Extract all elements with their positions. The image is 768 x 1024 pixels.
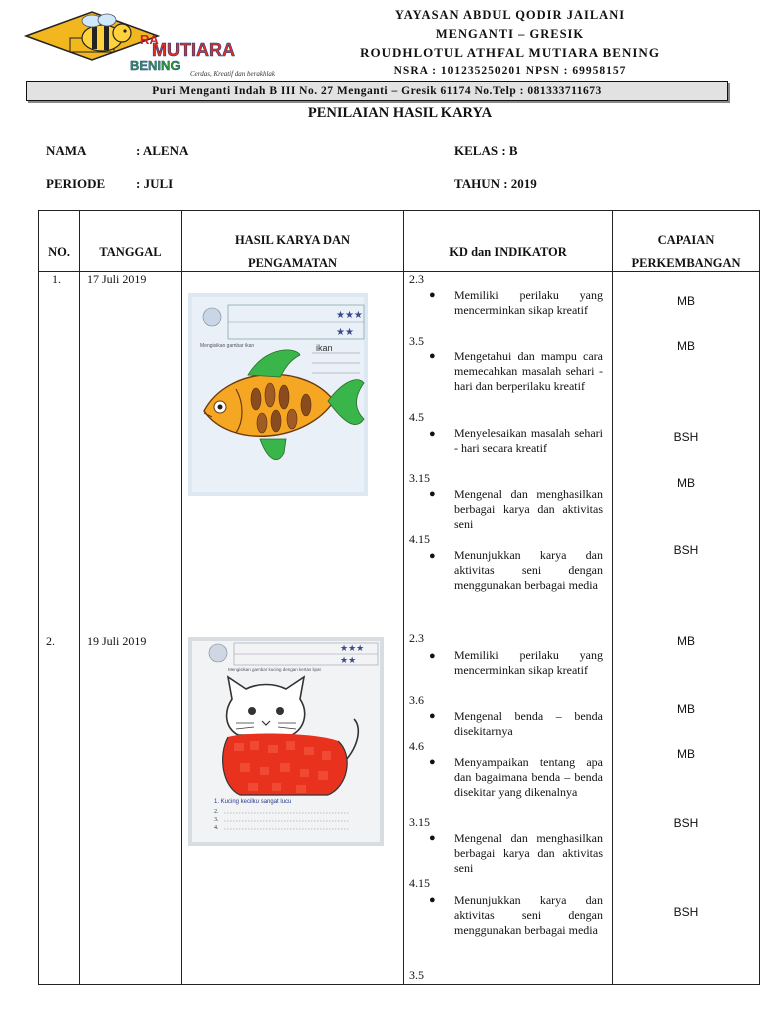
svg-text:3.: 3. <box>214 817 219 823</box>
header-capaian-line1: CAPAIAN <box>657 233 715 247</box>
document-title: PENILAIAN HASIL KARYA <box>307 105 493 121</box>
row1-kd1-capaian: MB <box>677 294 695 308</box>
periode-label: PERIODE <box>46 176 106 191</box>
school-name: ROUDHLOTUL ATHFAL MUTIARA BENING <box>360 45 660 60</box>
foundation-name: YAYASAN ABDUL QODIR JAILANI <box>394 8 626 22</box>
row2-kd4-code: 3.15 <box>409 815 430 829</box>
svg-text:Cerdas, Kreatif dan berakhlak: Cerdas, Kreatif dan berakhlak <box>190 70 276 78</box>
kelas-field: KELAS : B <box>454 143 518 158</box>
row1-kd5-bullet: ● <box>429 550 436 562</box>
row1-kd1-text: Memiliki perilaku yang mencerminkan sikap kreatif <box>454 288 603 317</box>
row2-kd4-text: Mengenal dan menghasilkan berbagai karya dan aktivitas seni <box>454 831 603 875</box>
school-registration: NSRA : 101235250201 NPSN : 69958157 <box>393 65 627 77</box>
row2-kd1-text: Memiliki perilaku yang mencerminkan sikap kreatif <box>454 648 603 677</box>
svg-text:Mengisikan gambar kucing denga: Mengisikan gambar kucing dengan kertas lipat <box>228 667 321 672</box>
row2-kd1-code: 2.3 <box>409 631 424 645</box>
svg-text:2.: 2. <box>214 809 219 815</box>
row1-kd3-capaian: BSH <box>673 430 699 444</box>
row1-kd4-code: 3.15 <box>409 471 430 485</box>
row2-kd2-bullet: ● <box>429 710 436 722</box>
row1-kd2-bullet: ● <box>429 350 436 362</box>
school-address: Puri Menganti Indah B III No. 27 Menganti – Gresik 61174 No.Telp : 081333711673 <box>26 81 728 101</box>
row1-kd4-bullet: ● <box>429 488 436 500</box>
row1-kd3-bullet: ● <box>429 428 436 440</box>
header-no: NO. <box>48 245 70 259</box>
header-kd: KD dan INDIKATOR <box>449 245 567 259</box>
row2-kd6-code: 3.5 <box>409 968 424 982</box>
tahun-field: TAHUN : 2019 <box>454 176 537 191</box>
row2-kd2-capaian: MB <box>677 702 695 716</box>
svg-text:BENING: BENING <box>130 58 181 73</box>
row1-tanggal: 17 Juli 2019 <box>87 272 147 286</box>
periode-value: : JULI <box>136 176 174 191</box>
svg-text:★★: ★★ <box>340 655 357 665</box>
row2-kd3-bullet: ● <box>429 756 436 768</box>
row2-kd3-capaian: MB <box>677 747 695 761</box>
svg-text:★★★: ★★★ <box>340 643 365 653</box>
row2-artwork-cat-photo <box>188 637 384 846</box>
row2-kd3-text: Menyampaikan tentang apa dan bagaimana benda – benda disekitar yang dikenalnya <box>454 755 603 799</box>
svg-text:4.: 4. <box>214 825 219 831</box>
svg-text:★★: ★★ <box>336 327 354 338</box>
header-tanggal: TANGGAL <box>99 245 162 259</box>
header-capaian-line2: PERKEMBANGAN <box>631 256 741 270</box>
header-hasil-line2: PENGAMATAN <box>247 256 338 270</box>
row2-tanggal: 19 Juli 2019 <box>87 634 147 648</box>
row2-kd4-bullet: ● <box>429 832 436 844</box>
logo-ra-text: RA <box>140 32 159 47</box>
header-hasil-line1: HASIL KARYA DAN <box>234 233 351 247</box>
row1-kd5-text: Menunjukkan karya dan aktivitas seni dengan menggunakan berbagai media <box>454 548 603 592</box>
svg-text:Mengisikan gambar ikan: Mengisikan gambar ikan <box>200 343 255 349</box>
row1-photo-label: ikan <box>316 343 333 353</box>
row1-kd2-code: 3.5 <box>409 334 424 348</box>
row2-kd4-capaian: BSH <box>673 816 699 830</box>
row2-no: 2. <box>46 634 55 648</box>
row1-no: 1. <box>52 272 61 286</box>
svg-text:★★★: ★★★ <box>336 310 363 321</box>
row1-kd3-text: Menyelesaikan masalah sehari - hari secara kreatif <box>454 426 603 455</box>
row2-kd3-code: 4.6 <box>409 739 424 753</box>
row1-kd3-code: 4.5 <box>409 410 424 424</box>
row2-photo-label: 1. Kucing kecilku sangat lucu <box>214 799 292 805</box>
row1-kd2-capaian: MB <box>677 339 695 353</box>
row2-kd2-code: 3.6 <box>409 693 424 707</box>
row1-kd5-capaian: BSH <box>673 543 699 557</box>
row1-kd5-code: 4.15 <box>409 532 430 546</box>
row1-kd4-text: Mengenal dan menghasilkan berbagai karya dan aktivitas seni <box>454 487 603 531</box>
foundation-location: MENGANTI – GRESIK <box>435 27 585 41</box>
row1-artwork-fish-photo <box>188 293 368 496</box>
row1-kd4-capaian: MB <box>677 476 695 490</box>
nama-value: : ALENA <box>136 143 189 158</box>
row1-kd1-code: 2.3 <box>409 272 424 286</box>
nama-label: NAMA <box>46 143 87 158</box>
row2-kd1-bullet: ● <box>429 650 436 662</box>
row1-kd2-text: Mengetahui dan mampu cara memecahkan masalah sehari - hari dan berperilaku kreatif <box>454 349 603 393</box>
row2-kd5-text: Menunjukkan karya dan aktivitas seni dengan menggunakan berbagai media <box>454 893 603 937</box>
row2-kd5-code: 4.15 <box>409 876 430 890</box>
row1-kd1-bullet: ● <box>429 289 436 301</box>
row2-kd2-text: Mengenal benda – benda disekitarnya <box>454 709 603 738</box>
row2-kd5-bullet: ● <box>429 894 436 906</box>
svg-text:MUTIARA: MUTIARA <box>152 40 235 60</box>
row2-kd1-capaian: MB <box>677 634 695 648</box>
row2-kd5-capaian: BSH <box>673 905 699 919</box>
